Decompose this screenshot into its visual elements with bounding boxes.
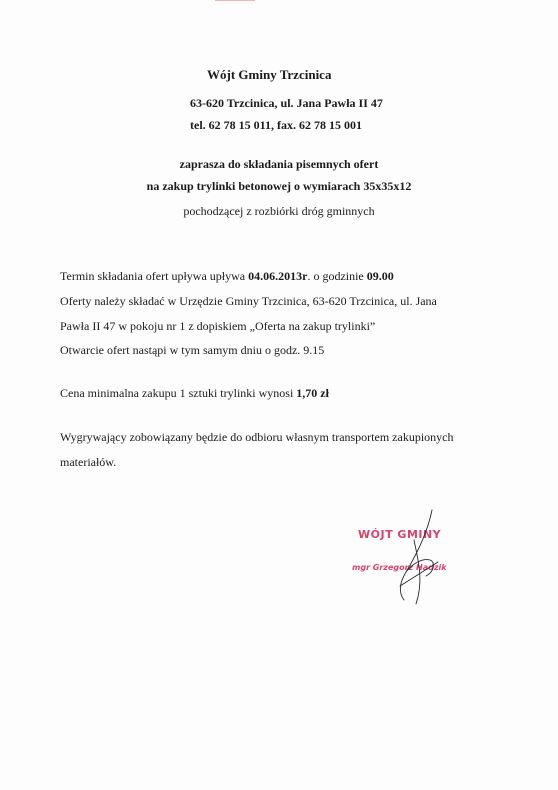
author-address: 63-620 Trzcinica, ul. Jana Pawła II 47 xyxy=(190,96,383,110)
invitation-line-2: na zakup trylinki betonowej o wymiarach 35x35x12 xyxy=(146,179,412,193)
deadline-date: 04.06.2013r xyxy=(248,269,308,283)
scan-edge-mark xyxy=(215,0,255,1)
invitation-line-3: pochodzącej z rozbiórki dróg gminnych xyxy=(183,204,375,218)
price-prefix: Cena minimalna zakupu 1 sztuki trylinki wynosi xyxy=(60,386,297,400)
price-paragraph xyxy=(60,386,329,401)
winner-line-2: materiałów. xyxy=(60,455,117,469)
winner-line-1: Wygrywający zobowiązany będzie do odbioru własnym transportem zakupionych xyxy=(60,430,454,444)
author-title: Wójt Gminy Trzcinica xyxy=(207,67,332,82)
invitation-line-1: zaprasza do składania pisemnych ofert xyxy=(179,157,379,171)
submission-line-2: Pawła II 47 w pokoju nr 1 z dopiskiem „Oferta na zakup trylinki” xyxy=(60,319,376,333)
submission-line-1: Oferty należy składać w Urzędzie Gminy Trzcinica, 63-620 Trzcinica, ul. Jana xyxy=(60,294,437,308)
price-value: 1,70 zł xyxy=(296,386,329,400)
deadline-time: 09.00 xyxy=(366,269,394,283)
opening-info: Otwarcie ofert nastąpi w tym samym dniu o godz. 9.15 xyxy=(60,343,325,357)
stamp-title: WÓJT GMINY xyxy=(358,528,442,541)
signature-stamp xyxy=(340,500,500,610)
stamp-name: mgr Grzegorz Hadzik xyxy=(352,563,447,572)
deadline-paragraph xyxy=(60,269,394,284)
deadline-prefix: Termin składania ofert upływa upływa xyxy=(60,269,249,283)
handwritten-signature xyxy=(400,510,438,604)
deadline-mid: . o godzinie xyxy=(307,269,367,283)
author-phone: tel. 62 78 15 011, fax. 62 78 15 001 xyxy=(190,118,362,132)
